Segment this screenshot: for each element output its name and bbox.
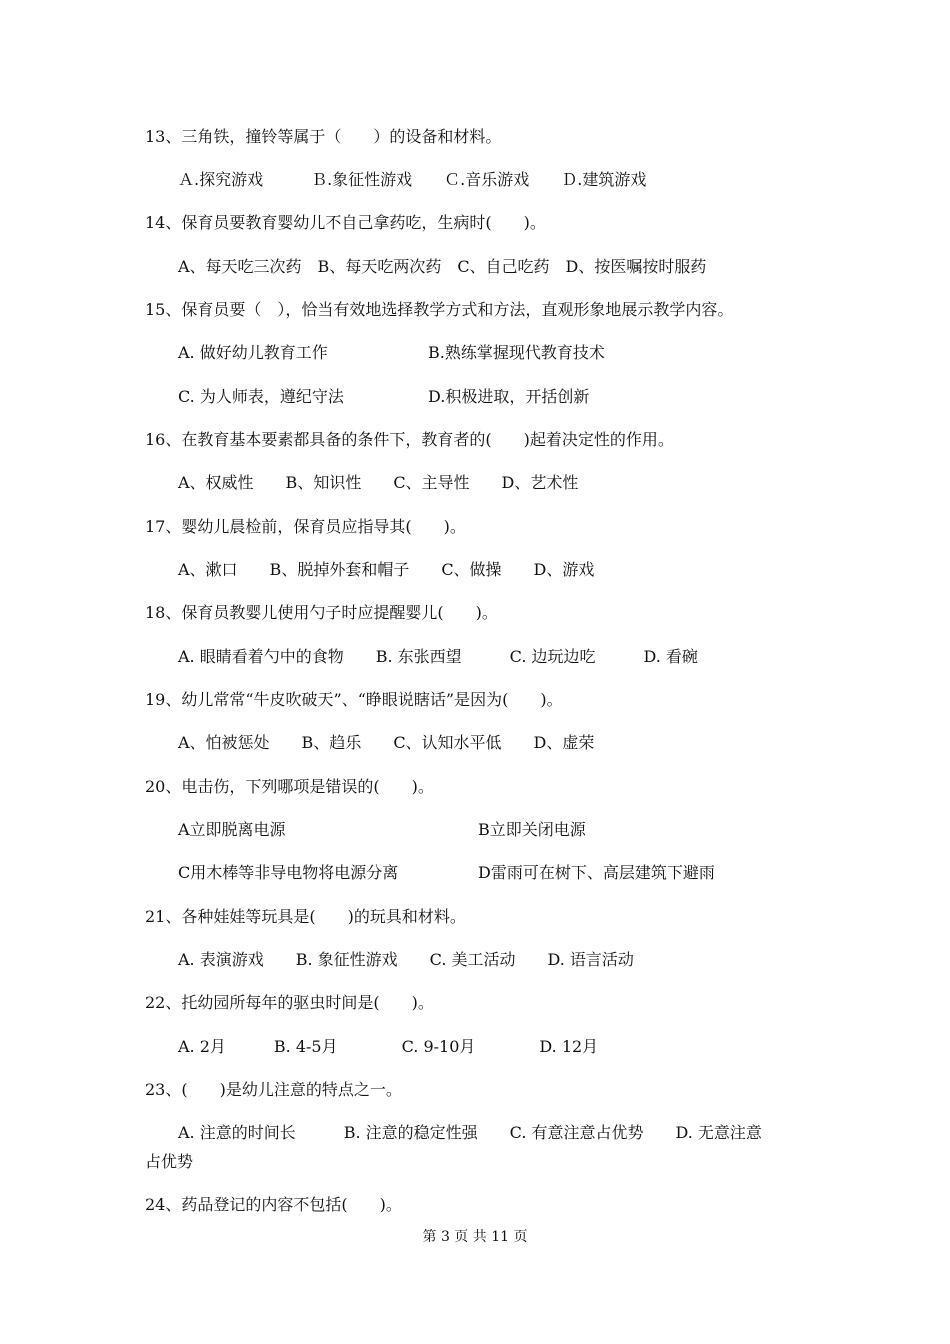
question-24-stem: 24、药品登记的内容不包括( )。: [145, 1195, 402, 1214]
question-14-stem: 14、保育员要教育婴幼儿不自己拿药吃，生病时( )。: [145, 213, 546, 232]
question-20-option-c: C用木棒等非导电物将电源分离: [178, 863, 399, 882]
page-number-footer: 第 3 页 共 11 页: [422, 1229, 528, 1245]
question-22-stem: 22、托幼园所每年的驱虫时间是( )。: [145, 993, 434, 1012]
question-15-option-b: B.熟练掌握现代教育技术: [428, 343, 605, 362]
question-13-stem: 13、三角铁，撞铃等属于（ ）的设备和材料。: [145, 127, 502, 146]
question-16-stem: 16、在教育基本要素都具备的条件下，教育者的( )起着决定性的作用。: [145, 430, 674, 449]
question-17-options: A、漱口 B、脱掉外套和帽子 C、做操 D、游戏: [178, 560, 595, 579]
question-23-stem: 23、( )是幼儿注意的特点之一。: [145, 1080, 402, 1099]
question-20-stem: 20、电击伤，下列哪项是错误的( )。: [145, 777, 434, 796]
question-15-option-d: D.积极进取，开括创新: [428, 387, 590, 406]
question-16-options: A、权威性 B、知识性 C、主导性 D、艺术性: [178, 473, 579, 492]
question-23-options-line-2: 占优势: [145, 1152, 194, 1171]
question-20-option-a: A立即脱离电源: [178, 820, 286, 839]
question-18-options: A. 眼睛看着勺中的食物 B. 东张西望 C. 边玩边吃 D. 看碗: [178, 647, 698, 666]
question-15-option-c: C. 为人师表，遵纪守法: [178, 387, 344, 406]
question-15-option-a: A. 做好幼儿教育工作: [178, 343, 328, 362]
question-21-options: A. 表演游戏 B. 象征性游戏 C. 美工活动 D. 语言活动: [178, 950, 634, 969]
question-18-stem: 18、保育员教婴儿使用勺子时应提醒婴儿( )。: [145, 603, 498, 622]
question-19-stem: 19、幼儿常常“牛皮吹破天”、“睁眼说瞎话”是因为( )。: [145, 690, 563, 709]
question-13-options: Ａ.探究游戏 Ｂ.象征性游戏 Ｃ.音乐游戏 Ｄ.建筑游戏: [178, 170, 647, 189]
question-19-options: A、怕被惩处 B、趋乐 C、认知水平低 D、虚荣: [178, 733, 595, 752]
question-15-stem: 15、保育员要（ ），恰当有效地选择教学方式和方法，直观形象地展示教学内容。: [145, 300, 734, 319]
question-21-stem: 21、各种娃娃等玩具是( )的玩具和材料。: [145, 907, 466, 926]
question-17-stem: 17、婴幼儿晨检前，保育员应指导其( )。: [145, 517, 466, 536]
question-23-options-line-1: A. 注意的时间长 B. 注意的稳定性强 C. 有意注意占优势 D. 无意注意: [178, 1123, 762, 1142]
question-20-option-b: B立即关闭电源: [478, 820, 586, 839]
question-22-options: A. 2月 B. 4-5月 C. 9-10月 D. 12月: [178, 1037, 599, 1056]
question-14-options: A、每天吃三次药 B、每天吃两次药 C、自己吃药 D、按医嘱按时服药: [178, 257, 707, 276]
question-20-option-d: D雷雨可在树下、高层建筑下避雨: [478, 863, 715, 882]
